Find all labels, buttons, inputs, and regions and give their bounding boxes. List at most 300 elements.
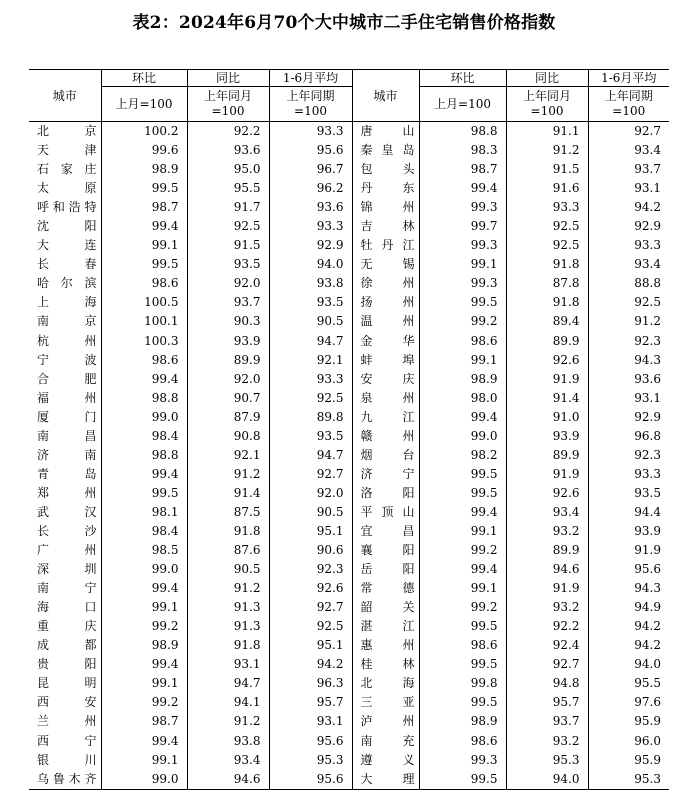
left-city-cell: 昆 明 [29,674,101,693]
table-row [29,598,669,617]
right-yoy-cell: 92.2 [506,617,588,636]
price-index-table [29,69,669,790]
left-yoy-cell: 94.1 [187,693,269,712]
left-yoy-cell: 90.5 [187,560,269,579]
left-city-cell: 厦 门 [29,408,101,427]
right-mom-cell: 98.9 [419,712,506,731]
right-mom-cell: 99.1 [419,522,506,541]
right-avg-cell: 93.6 [634,371,661,386]
right-city-cell: 吉 林 [352,217,419,236]
left-city-cell: 兰 州 [29,712,101,731]
right-yoy-cell: 93.2 [506,732,588,751]
left-yoy-cell: 91.3 [187,617,269,636]
right-city-cell: 襄 阳 [352,541,419,560]
left-city-cell: 郑 州 [29,484,101,503]
yoy-subheader-left: 上年同月 =100 [187,87,269,122]
left-mom-cell: 99.1 [101,674,187,693]
left-avg-cell: 90.5 [269,312,352,331]
right-mom-cell: 98.2 [419,446,506,465]
right-yoy-cell: 93.7 [506,712,588,731]
right-city-cell: 秦皇岛 [352,141,419,160]
left-yoy-cell: 90.8 [187,427,269,446]
left-yoy-cell: 93.4 [187,751,269,770]
left-mom-cell: 99.5 [101,255,187,274]
right-mom-cell: 99.2 [419,541,506,560]
left-mom-cell: 100.1 [101,312,187,331]
left-avg-cell: 93.3 [269,122,352,142]
table-row [29,312,669,331]
right-avg-cell: 94.0 [634,657,661,672]
left-mom-cell: 98.7 [101,712,187,731]
left-avg-cell: 95.6 [269,141,352,160]
left-mom-cell: 99.5 [101,484,187,503]
left-city-cell: 武 汉 [29,503,101,522]
left-city-cell: 上 海 [29,293,101,312]
table-row [29,274,669,293]
table-row [29,732,669,751]
table-row [29,408,669,427]
right-avg-cell: 92.3 [634,333,661,348]
table-title: 表2：2024年6月70个大中城市二手住宅销售价格指数 [132,13,556,33]
right-mom-cell: 99.4 [419,503,506,522]
mom-subheader-left: 上月=100 [101,87,187,122]
right-city-cell: 南 充 [352,732,419,751]
left-mom-cell: 99.6 [101,141,187,160]
left-avg-cell: 92.5 [269,389,352,408]
right-avg-cell: 92.7 [634,124,661,139]
left-city-cell: 西 宁 [29,732,101,751]
right-yoy-cell: 89.9 [506,541,588,560]
left-avg-cell: 92.3 [269,560,352,579]
right-city-cell: 九 江 [352,408,419,427]
left-avg-cell: 93.5 [269,427,352,446]
left-mom-cell: 99.4 [101,732,187,751]
left-mom-cell: 99.0 [101,560,187,579]
right-mom-cell: 98.3 [419,141,506,160]
table-row [29,217,669,236]
left-avg-cell: 89.8 [269,408,352,427]
left-mom-cell: 98.6 [101,274,187,293]
right-yoy-cell: 94.6 [506,560,588,579]
table-row [29,236,669,255]
left-mom-cell: 98.9 [101,636,187,655]
left-avg-cell: 95.6 [269,732,352,751]
left-city-cell: 南 京 [29,312,101,331]
left-avg-cell: 93.5 [269,293,352,312]
table-row [29,636,669,655]
table-row [29,389,669,408]
left-mom-cell: 99.4 [101,370,187,389]
right-avg-cell: 92.9 [634,409,661,424]
left-city-cell: 北 京 [29,122,101,142]
left-avg-cell: 93.8 [269,274,352,293]
yoy-subheader-right: 上年同月 =100 [506,87,588,122]
right-city-cell: 北 海 [352,674,419,693]
left-city-cell: 南 昌 [29,427,101,446]
right-yoy-cell: 87.8 [506,274,588,293]
right-mom-cell: 99.5 [419,655,506,674]
left-mom-cell: 98.4 [101,522,187,541]
right-yoy-cell: 91.0 [506,408,588,427]
left-avg-cell: 96.3 [269,674,352,693]
avg-header-left: 1-6月平均 [269,70,352,87]
left-avg-cell: 92.1 [269,351,352,370]
right-mom-cell: 99.5 [419,484,506,503]
left-avg-cell: 95.1 [269,636,352,655]
right-city-cell: 三 亚 [352,693,419,712]
right-yoy-cell: 93.4 [506,503,588,522]
right-yoy-cell: 92.6 [506,484,588,503]
right-yoy-cell: 91.9 [506,579,588,598]
right-yoy-cell: 91.4 [506,389,588,408]
right-mom-cell: 98.8 [419,122,506,142]
right-city-cell: 徐 州 [352,274,419,293]
left-yoy-cell: 91.7 [187,198,269,217]
right-city-cell: 岳 阳 [352,560,419,579]
left-mom-cell: 99.4 [101,217,187,236]
left-mom-cell: 98.4 [101,427,187,446]
right-avg-cell: 92.3 [634,447,661,462]
left-yoy-cell: 89.9 [187,351,269,370]
table-row [29,332,669,351]
right-avg-cell: 93.4 [634,143,661,158]
left-city-cell: 南 宁 [29,579,101,598]
left-yoy-cell: 93.5 [187,255,269,274]
mom-header-right: 环比 [419,70,506,87]
right-avg-cell: 95.5 [634,676,661,691]
left-yoy-cell: 87.6 [187,541,269,560]
mom-header-left: 环比 [101,70,187,87]
left-yoy-cell: 91.2 [187,712,269,731]
left-yoy-cell: 93.6 [187,141,269,160]
left-city-cell: 天 津 [29,141,101,160]
left-avg-cell: 92.7 [269,598,352,617]
right-avg-cell: 96.0 [634,733,661,748]
left-mom-cell: 100.2 [101,122,187,142]
table-row [29,655,669,674]
table-row [29,160,669,179]
right-avg-cell: 94.9 [634,600,661,615]
right-city-cell: 金 华 [352,332,419,351]
right-yoy-cell: 92.5 [506,217,588,236]
table-row [29,465,669,484]
left-avg-cell: 92.6 [269,579,352,598]
right-city-cell: 洛 阳 [352,484,419,503]
left-mom-cell: 98.8 [101,389,187,408]
left-mom-cell: 99.2 [101,617,187,636]
table-row [29,351,669,370]
right-city-cell: 蚌 埠 [352,351,419,370]
right-yoy-cell: 93.2 [506,522,588,541]
left-mom-cell: 99.2 [101,693,187,712]
right-mom-cell: 99.8 [419,674,506,693]
right-avg-cell: 91.9 [634,543,661,558]
left-yoy-cell: 93.7 [187,293,269,312]
left-city-cell: 长 春 [29,255,101,274]
table-header [29,70,669,122]
right-mom-cell: 99.1 [419,579,506,598]
table-body [29,122,669,790]
left-city-cell: 济 南 [29,446,101,465]
left-mom-cell: 99.1 [101,598,187,617]
table-row [29,179,669,198]
left-avg-cell: 94.7 [269,446,352,465]
right-city-cell: 锦 州 [352,198,419,217]
right-yoy-cell: 92.6 [506,351,588,370]
left-yoy-cell: 92.5 [187,217,269,236]
table-row [29,141,669,160]
right-avg-cell: 95.3 [588,770,669,790]
left-yoy-cell: 91.2 [187,465,269,484]
right-yoy-cell: 93.9 [506,427,588,446]
left-avg-cell: 90.6 [269,541,352,560]
right-yoy-cell: 89.9 [506,446,588,465]
left-city-cell: 福 州 [29,389,101,408]
left-city-cell: 青 岛 [29,465,101,484]
right-mom-cell: 99.4 [419,179,506,198]
left-yoy-cell: 94.6 [187,770,269,790]
left-yoy-cell: 95.5 [187,179,269,198]
right-mom-cell: 98.6 [419,636,506,655]
right-yoy-cell: 95.7 [506,693,588,712]
right-mom-cell: 98.9 [419,370,506,389]
right-avg-cell: 95.9 [634,752,661,767]
right-mom-cell: 99.5 [419,617,506,636]
right-mom-cell: 99.1 [419,351,506,370]
table-row [29,484,669,503]
right-avg-cell: 93.7 [634,162,661,177]
left-yoy-cell: 93.9 [187,332,269,351]
table-row [29,446,669,465]
right-mom-cell: 99.5 [419,465,506,484]
right-avg-cell: 93.9 [634,524,661,538]
left-yoy-cell: 92.2 [187,122,269,142]
right-yoy-cell: 91.5 [506,160,588,179]
right-yoy-cell: 91.9 [506,370,588,389]
right-avg-cell: 95.6 [634,562,661,577]
right-city-cell: 烟 台 [352,446,419,465]
left-mom-cell: 99.4 [101,655,187,674]
left-mom-cell: 99.5 [101,179,187,198]
right-city-cell: 桂 林 [352,655,419,674]
left-yoy-cell: 87.9 [187,408,269,427]
right-city-cell: 常 德 [352,579,419,598]
right-mom-cell: 99.5 [419,693,506,712]
left-yoy-cell: 95.0 [187,160,269,179]
yoy-header-right: 同比 [506,70,588,87]
left-avg-cell: 96.2 [269,179,352,198]
left-yoy-cell: 91.8 [187,522,269,541]
left-mom-cell: 99.4 [101,465,187,484]
left-city-cell: 沈 阳 [29,217,101,236]
left-yoy-cell: 91.5 [187,236,269,255]
right-avg-cell: 95.9 [634,714,661,729]
table-row [29,674,669,693]
left-city-cell: 贵 阳 [29,655,101,674]
left-yoy-cell: 87.5 [187,503,269,522]
left-city-cell: 银 川 [29,751,101,770]
left-avg-cell: 92.0 [269,484,352,503]
right-yoy-cell: 94.8 [506,674,588,693]
table-row [29,617,669,636]
left-mom-cell: 98.8 [101,446,187,465]
left-avg-cell: 92.9 [269,236,352,255]
avg-subheader-left: 上年同期 =100 [269,87,352,122]
right-yoy-cell: 92.7 [506,655,588,674]
table-row [29,293,669,312]
right-city-cell: 湛 江 [352,617,419,636]
table-row [29,560,669,579]
right-yoy-cell: 91.8 [506,293,588,312]
left-avg-cell: 95.7 [269,693,352,712]
left-mom-cell: 98.1 [101,503,187,522]
table-row [29,712,669,731]
right-city-cell: 包 头 [352,160,419,179]
left-mom-cell: 98.7 [101,198,187,217]
right-mom-cell: 98.7 [419,160,506,179]
right-avg-cell: 92.9 [634,219,661,234]
right-avg-cell: 93.1 [634,390,661,405]
city-header-left: 城市 [29,70,101,122]
right-yoy-cell: 94.0 [506,770,588,790]
right-avg-cell: 93.3 [634,238,661,253]
left-yoy-cell: 91.4 [187,484,269,503]
left-mom-cell: 98.9 [101,160,187,179]
right-city-cell: 泉 州 [352,389,419,408]
left-mom-cell: 100.5 [101,293,187,312]
right-avg-cell: 94.3 [634,352,661,367]
right-yoy-cell: 93.3 [506,198,588,217]
left-yoy-cell: 91.8 [187,636,269,655]
right-avg-cell: 93.1 [634,181,661,196]
left-city-cell: 广 州 [29,541,101,560]
right-avg-cell: 94.2 [634,200,661,215]
left-avg-cell: 94.7 [269,332,352,351]
right-city-cell: 温 州 [352,312,419,331]
right-avg-cell: 91.2 [634,314,661,329]
right-avg-cell: 94.4 [634,504,661,519]
right-city-cell: 扬 州 [352,293,419,312]
left-yoy-cell: 92.0 [187,274,269,293]
left-mom-cell: 100.3 [101,332,187,351]
right-mom-cell: 99.4 [419,408,506,427]
right-mom-cell: 98.0 [419,389,506,408]
mom-subheader-right: 上月=100 [419,87,506,122]
left-city-cell: 乌鲁木齐 [29,770,101,790]
right-avg-cell: 93.3 [634,466,661,481]
right-city-cell: 牡丹江 [352,236,419,255]
left-mom-cell: 99.0 [101,770,187,790]
right-city-cell: 惠 州 [352,636,419,655]
table-row [29,579,669,598]
left-avg-cell: 95.1 [269,522,352,541]
left-avg-cell: 94.0 [269,255,352,274]
left-mom-cell: 99.0 [101,408,187,427]
right-mom-cell: 99.0 [419,427,506,446]
right-yoy-cell: 95.3 [506,751,588,770]
right-city-cell: 丹 东 [352,179,419,198]
right-city-cell: 赣 州 [352,427,419,446]
left-city-cell: 长 沙 [29,522,101,541]
right-city-cell: 济 宁 [352,465,419,484]
right-avg-cell: 97.6 [634,695,661,710]
right-city-cell: 大 理 [352,770,419,790]
left-yoy-cell: 91.2 [187,579,269,598]
right-avg-cell: 93.4 [634,257,661,272]
left-city-cell: 合 肥 [29,370,101,389]
left-yoy-cell: 94.7 [187,674,269,693]
left-avg-cell: 96.7 [269,160,352,179]
left-mom-cell: 99.1 [101,236,187,255]
right-avg-cell: 93.5 [634,485,661,500]
left-city-cell: 大 连 [29,236,101,255]
left-city-cell: 深 圳 [29,560,101,579]
left-yoy-cell: 91.3 [187,598,269,617]
right-city-cell: 泸 州 [352,712,419,731]
right-avg-cell: 92.5 [634,295,661,310]
right-city-cell: 平顶山 [352,503,419,522]
left-avg-cell: 95.3 [269,751,352,770]
right-city-cell: 唐 山 [352,122,419,142]
right-city-cell: 无 锡 [352,255,419,274]
right-avg-cell: 96.8 [634,428,661,443]
avg-subheader-right: 上年同期 =100 [588,87,669,122]
left-city-cell: 太 原 [29,179,101,198]
right-avg-cell: 94.2 [634,619,661,634]
right-city-cell: 遵 义 [352,751,419,770]
right-yoy-cell: 89.9 [506,332,588,351]
left-yoy-cell: 90.3 [187,312,269,331]
left-yoy-cell: 92.0 [187,370,269,389]
left-city-cell: 成 都 [29,636,101,655]
right-mom-cell: 99.3 [419,236,506,255]
left-avg-cell: 90.5 [269,503,352,522]
right-mom-cell: 98.6 [419,332,506,351]
left-city-cell: 哈尔滨 [29,274,101,293]
table-row [29,503,669,522]
left-city-cell: 杭 州 [29,332,101,351]
table-row [29,751,669,770]
right-mom-cell: 99.1 [419,255,506,274]
avg-header-right: 1-6月平均 [588,70,669,87]
left-city-cell: 宁 波 [29,351,101,370]
table-row [29,122,669,142]
right-avg-cell: 94.2 [634,638,661,653]
left-yoy-cell: 93.8 [187,732,269,751]
left-avg-cell: 93.3 [269,217,352,236]
right-city-cell: 韶 关 [352,598,419,617]
left-city-cell: 海 口 [29,598,101,617]
table-row [29,370,669,389]
table-row [29,522,669,541]
right-avg-cell: 94.3 [634,581,661,596]
table-row [29,693,669,712]
right-yoy-cell: 91.1 [506,122,588,142]
left-mom-cell: 98.6 [101,351,187,370]
right-yoy-cell: 91.2 [506,141,588,160]
left-city-cell: 石家庄 [29,160,101,179]
right-mom-cell: 99.5 [419,770,506,790]
left-city-cell: 呼和浩特 [29,198,101,217]
right-city-cell: 宜 昌 [352,522,419,541]
left-city-cell: 重 庆 [29,617,101,636]
right-yoy-cell: 92.5 [506,236,588,255]
table-row [29,770,669,790]
right-mom-cell: 99.2 [419,598,506,617]
left-avg-cell: 92.5 [269,617,352,636]
left-yoy-cell: 93.1 [187,655,269,674]
right-yoy-cell: 93.2 [506,598,588,617]
